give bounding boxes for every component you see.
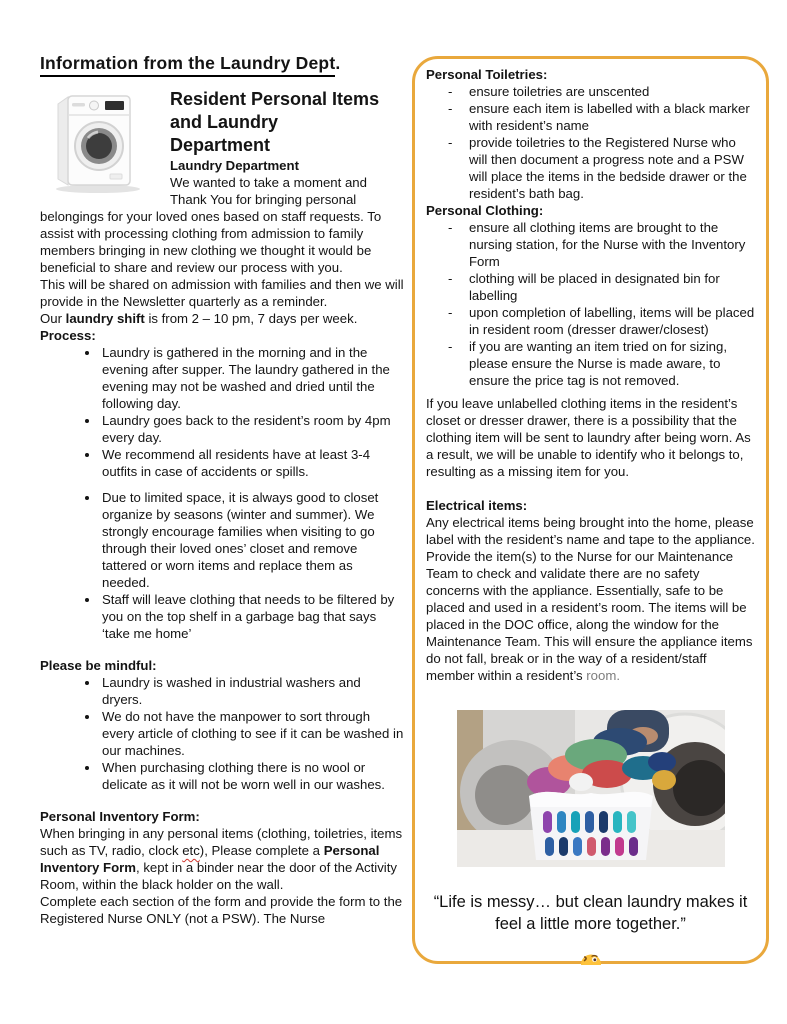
inventory-text: ), Please complete a: [199, 843, 324, 858]
mindful-list: [40, 674, 404, 793]
list-item: • Laundry goes back to the resident’s room by 4pm every day.: [100, 412, 404, 446]
process-heading: Process:: [40, 328, 96, 343]
washing-machine-image: [42, 90, 154, 194]
inventory-form-bold: Personal Inventory Form: [40, 843, 380, 875]
spellcheck-word: etc: [182, 843, 200, 858]
winking-emoji-icon: [579, 952, 603, 965]
laundry-dept-heading: [40, 52, 404, 74]
info-box: [412, 56, 769, 964]
inventory-heading: Personal Inventory Form:: [40, 809, 200, 824]
left-column: [40, 52, 404, 927]
inventory-text: When bringing in any personal items (clothing, toiletries, items such as TV, radio, clock: [40, 826, 403, 858]
list-item: • Due to limited space, it is always good to closet organize by seasons (winter and summer). We strongly encourage families when visiting to go through their loved ones’ closet and remove tattered or worn items and replace them as needed.: [100, 489, 404, 591]
electrical-paragraph: [426, 514, 755, 684]
article-title-line: Department: [170, 135, 271, 155]
list-item: - ensure all clothing items are brought to the nursing station, for the Nurse with the Inventory Form: [426, 219, 755, 270]
list-item: • We do not have the manpower to sort through every article of clothing to see if it can be washed in our machines.: [100, 708, 404, 759]
shift-pre: Our: [40, 311, 66, 326]
electrical-heading: Electrical items:: [426, 498, 528, 513]
unlabelled-paragraph: If you leave unlabelled clothing items in the resident’s closet or dresser drawer, there is a possibility that the clothing item will be sent to laundry after being worn. As a result, we will be unable to identify who it belongs to, resulting as a missing item for you.: [426, 396, 751, 479]
list-item: - ensure each item is labelled with a black marker with resident’s name: [426, 100, 755, 134]
intro-paragraph-2: This will be shared on admission with families and then we will provide in the Newsletter quarterly as a reminder.: [40, 277, 404, 309]
inventory-paragraph: [40, 825, 404, 893]
heading-underlined-text: Information from the Laundry Dept: [40, 53, 335, 77]
clothing-heading: Personal Clothing:: [426, 203, 544, 218]
article-title-line: and Laundry: [170, 112, 279, 132]
list-item: • We recommend all residents have at least 3-4 outfits in case of accidents or spills.: [100, 446, 404, 480]
toiletries-list: [426, 83, 755, 202]
list-item: • Staff will leave clothing that needs to be filtered by you on the top shelf in a garbage bag that says ‘take me home’: [100, 591, 404, 642]
shift-bold: laundry shift: [65, 311, 145, 326]
article-subtitle: Laundry Department: [170, 158, 299, 173]
list-item: • Laundry is gathered in the morning and in the evening after supper. The laundry gathered in the evening may not be washed and dried until the following day.: [100, 344, 404, 412]
list-item: - upon completion of labelling, items will be placed in resident room (dresser drawer/closest): [426, 304, 755, 338]
heading-period: .: [335, 53, 341, 73]
toiletries-heading: Personal Toiletries:: [426, 67, 548, 82]
electrical-grey-word: room.: [586, 668, 620, 683]
process-list: [40, 344, 404, 642]
intro-paragraph: Thank You for bringing personal belongings for your loved ones based on staff requests. To assist with processing clothing from admission to family members bringing in new clothing we thought it would be beneficial to share and review our process with you.: [40, 192, 382, 275]
list-item: - provide toiletries to the Registered Nurse who will then document a progress note and a PSW will place the items in the bedside drawer or the resident’s bath bag.: [426, 134, 755, 202]
inventory-paragraph-2: Complete each section of the form and provide the form to the Registered Nurse ONLY (not a PSW). The Nurse: [40, 894, 403, 926]
list-item: - if you are wanting an item tried on for sizing, please ensure the Nurse is made aware, to ensure the price tag is not removed.: [426, 338, 755, 389]
list-item: - ensure toiletries are unscented: [426, 83, 755, 100]
laundry-shift-line: [40, 310, 404, 327]
laundry-basket-illustration: [457, 710, 725, 867]
shift-post: is from 2 – 10 pm, 7 days per week.: [144, 311, 358, 326]
list-item: • Laundry is washed in industrial washers and dryers.: [100, 674, 404, 708]
quote-text: “Life is messy… but clean laundry makes it feel a little more together.”: [433, 893, 748, 933]
laundry-basket-image: [426, 710, 755, 871]
mindful-heading: Please be mindful:: [40, 658, 157, 673]
clothing-list: [426, 219, 755, 389]
article-title-line: Resident Personal Items: [170, 89, 380, 109]
intro-first-line: We wanted to take a moment and: [170, 175, 367, 190]
list-item: - clothing will be placed in designated bin for labelling: [426, 270, 755, 304]
electrical-text: Any electrical items being brought into the home, please label with the resident’s name and tape to the appliance. Provide the item(s) to the Nurse for our Maintenance Team to check and validate there are no safety concerns with the appliance. Essentially, safe to be placed and used in a resident’s room. The items will be placed in the DOC office, along the window for the Maintenance Team. This will ensure the appliance items do not fall, break or in the way of a resident/staff member within a resident’s: [426, 515, 755, 683]
inventory-text: , kept in a binder near the door of the Activity Room, within the black holder on the wall.: [40, 860, 397, 892]
list-item: • When purchasing clothing there is no wool or delicate as it will not be worn well in our washes.: [100, 759, 404, 793]
